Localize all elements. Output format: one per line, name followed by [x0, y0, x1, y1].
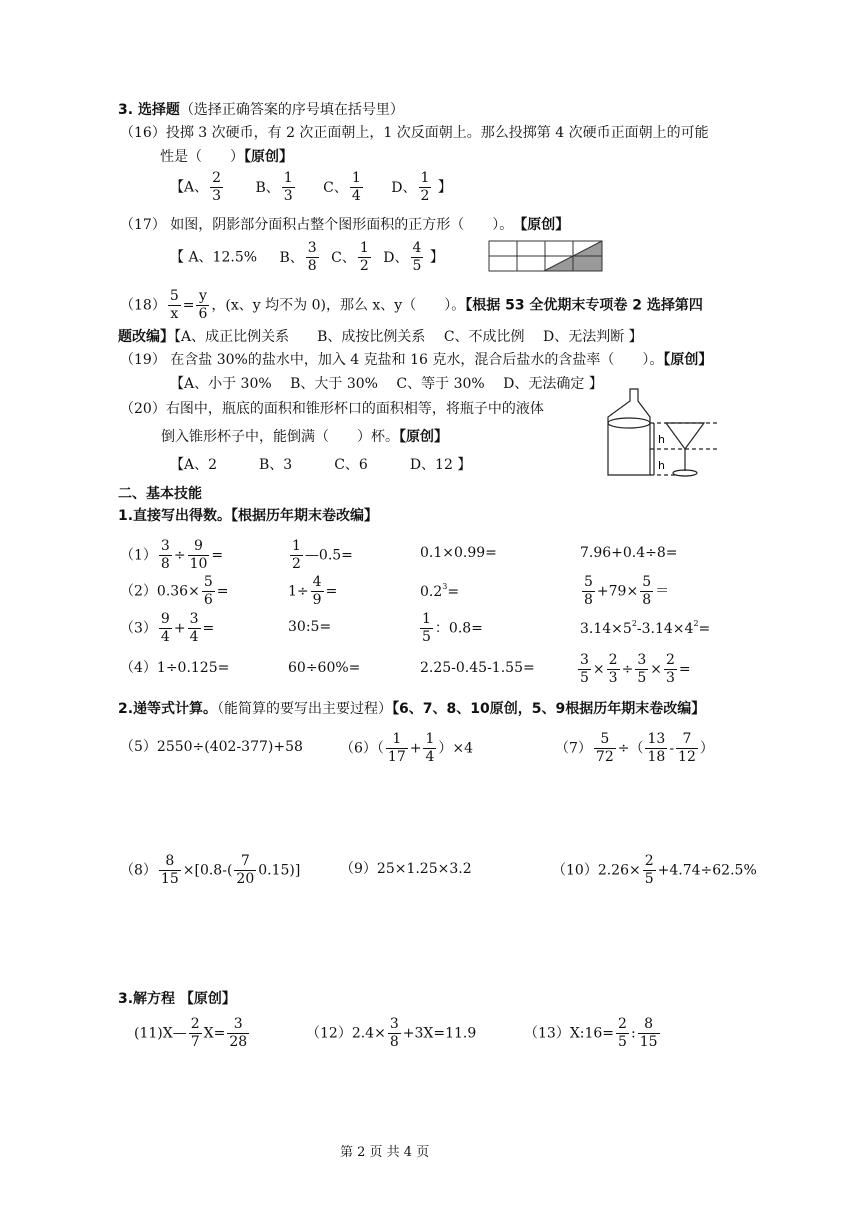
- direct-q2-a: （2）0.36× $\frac{5}{6}$ =: [120, 574, 229, 608]
- q20-line2: 倒入锥形杯子中，能倒满（ ）杯。【原创】: [161, 429, 448, 445]
- direct-q2-d: $\frac{5}{8}$ +79× $\frac{5}{8}$ ＝: [584, 574, 670, 608]
- direct-q3-d: $3.14\times 5^2-3.14\times 4^2=$: [580, 619, 711, 637]
- q16-line2: 性是（ ）【原创】: [160, 149, 293, 165]
- calc-q10: （10）2.26× $\frac{2}{5}$ +4.74÷62.5%: [552, 853, 757, 887]
- q19-line1: （19） 在含盐 30%的盐水中，加入 4 克盐和 16 克水，混合后盐水的含盐率（ ）。【原创】: [120, 352, 713, 368]
- direct-q1-b: $\frac{1}{2}$ —0.5=: [292, 538, 353, 572]
- q18-line1: （18） $\frac{5}{x}$ = $\frac{y}{6}$ ，(x、y 均不为 0)，那么 x、y（ ）。【根据 53 全优期末专项卷 2 选择第四: [120, 288, 703, 322]
- direct-q4-a: （4）1÷0.125=: [120, 660, 230, 676]
- direct-q2-b: 1÷ $\frac{4}{9}$ =: [288, 574, 338, 608]
- direct-q4-d: $\frac{3}{5}$ × $\frac{2}{3}$ ÷ $\frac{3}{5}$ × $\frac{2}{3}$ =: [580, 652, 691, 686]
- page-footer: 第 2 页 共 4 页: [340, 1145, 430, 1160]
- equation-heading: 3.解方程 【原创】: [118, 991, 236, 1007]
- q17-shaded-grid-figure: [488, 240, 604, 272]
- q19-options: 【A、小于 30% B、大于 30% C、等于 30% D、无法确定 】: [170, 376, 603, 392]
- q16-line1: （16）投掷 3 次硬币，有 2 次正面朝上，1 次反面朝上。那么投掷第 4 次硬币正面朝上的可能: [120, 125, 709, 141]
- equation-q11: (11)X— $\frac{2}{7}$ X= $\frac{3}{28}$: [134, 1016, 248, 1050]
- direct-q1-c: 0.1×0.99=: [420, 545, 497, 561]
- direct-q1-a: （1） $\frac{3}{8}$ ÷ $\frac{9}{10}$ =: [120, 538, 224, 572]
- bottle-and-cone-cup-figure: [600, 387, 725, 482]
- direct-q2-c: $0.2^3=$: [420, 582, 460, 600]
- calc-q5: （5）2550÷(402-377)+58: [120, 739, 303, 755]
- equation-q12: （12）2.4× $\frac{3}{8}$ +3X=11.9: [306, 1016, 477, 1050]
- h-label-bottom: h: [658, 459, 665, 472]
- basic-skills-heading: 二、基本技能: [118, 486, 202, 502]
- direct-q3-a: （3） $\frac{9}{4}$ + $\frac{3}{4}$ =: [120, 611, 215, 645]
- calc-q7: （7） $\frac{5}{72}$ ÷（ $\frac{13}{18}$ - $\frac{7}{12}$ ）: [555, 731, 714, 765]
- q20-line1: （20）右图中，瓶底的面积和锥形杯口的面积相等，将瓶子中的液体: [120, 401, 544, 417]
- q20-options: 【A、2 B、3 C、6 D、12 】: [170, 457, 472, 473]
- q17-line1: （17） 如图，阴影部分面积占整个图形面积的正方形（ ）。 【原创】: [120, 217, 570, 233]
- direct-q1-d: 7.96+0.4÷8=: [580, 545, 678, 561]
- equation-q13: （13）X:16= $\frac{2}{5}$ : $\frac{8}{15}$: [524, 1016, 658, 1050]
- q17-options: 【 A、12.5% B、 $\frac{3}{8}$ C、 $\frac{1}{2}$ D、 $\frac{4}{5}$ 】: [170, 240, 444, 274]
- h-label-top: h: [658, 433, 665, 446]
- calc-q6: （6）（ $\frac{1}{17}$ + $\frac{1}{4}$ ）×4: [340, 731, 474, 765]
- q18-line2: 题改编】【A、成正比例关系 B、成按比例关系 C、不成比例 D、无法判断 】: [118, 329, 643, 345]
- direct-q4-c: 2.25-0.45-1.55=: [420, 660, 535, 676]
- q16-options: 【A、 $\frac{2}{3}$ B、 $\frac{1}{3}$ C、 $\frac{1}{4}$ D、 $\frac{1}{2}$ 】: [170, 170, 452, 204]
- direct-calc-heading: 1.直接写出得数。【根据历年期末卷改编】: [118, 508, 379, 524]
- calc-q9: （9）25×1.25×3.2: [340, 861, 472, 877]
- direct-q4-b: 60÷60%=: [288, 660, 361, 676]
- step-calc-heading: 2.递等式计算。（能简算的要写出主要过程）【6、7、8、10原创，5、9根据历年期末卷改编】: [118, 701, 706, 717]
- direct-q3-b: 30:5=: [288, 619, 332, 635]
- direct-q3-c: $\frac{1}{5}$ ：0.8=: [422, 611, 483, 645]
- choice-heading: 3. 选择题（选择正确答案的序号填在括号里）: [118, 102, 404, 118]
- calc-q8: （8） $\frac{8}{15}$ ×[0.8-( $\frac{7}{20}$ 0.15)]: [120, 853, 301, 887]
